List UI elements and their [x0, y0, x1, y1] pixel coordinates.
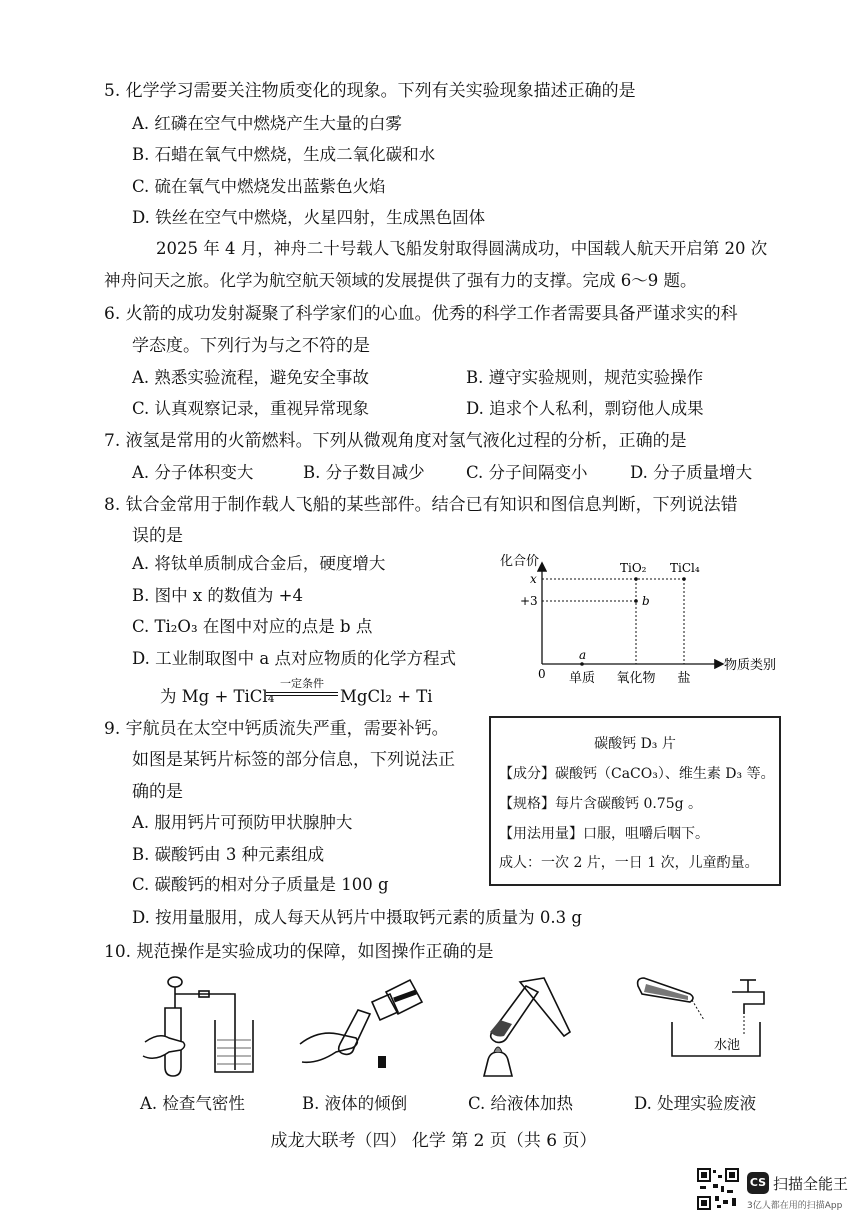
- q6-option-d: D. 追求个人私利，剽窃他人成果: [466, 399, 704, 418]
- q8-equation-arrow: [266, 692, 338, 696]
- calcium-label-title: 碳酸钙 D₃ 片: [594, 736, 676, 752]
- chart-point-0: [580, 662, 584, 666]
- scanner-tagline: 3亿人都在用的扫描App: [747, 1201, 843, 1211]
- calcium-label-line-3: 【用法用量】口服，咀嚼后咽下。: [499, 826, 709, 842]
- scanner-name: 扫描全能王: [773, 1174, 849, 1193]
- chart-xtick-2: 盐: [677, 671, 691, 686]
- q7-option-b: B. 分子数目减少: [303, 463, 425, 482]
- apparatus-liquid-pouring: [298, 972, 428, 1082]
- q8-option-a: A. 将钛单质制成合金后，硬度增大: [132, 554, 386, 573]
- valence-chart: [490, 550, 790, 690]
- q5-option-c: C. 硫在氧气中燃烧发出蓝紫色火焰: [132, 177, 386, 196]
- q9-stem-3: 确的是: [132, 782, 183, 802]
- q5-option-b: B. 石蜡在氧气中燃烧，生成二氧化碳和水: [132, 145, 436, 164]
- chart-point-1: [634, 599, 638, 603]
- chart-ylabel: 化合价: [500, 554, 540, 569]
- chart-point-2: [634, 577, 638, 581]
- q8-equation-right: MgCl₂ + Ti: [340, 687, 433, 706]
- q5-option-d: D. 铁丝在空气中燃烧，火星四射，生成黑色固体: [132, 208, 486, 227]
- chart-point-label-1: b: [642, 594, 650, 608]
- q10-caption-a: A. 检查气密性: [140, 1094, 245, 1113]
- chart-ytick-x: x: [530, 572, 537, 586]
- chart-point-label-0: a: [579, 648, 587, 662]
- chart-xlabel: 物质类别: [724, 658, 777, 673]
- q8-stem-2: 误的是: [132, 526, 183, 546]
- q7-stem: 7. 液氢是常用的火箭燃料。下列从微观角度对氢气液化过程的分析，正确的是: [104, 431, 687, 451]
- q5-stem: 5. 化学学习需要关注物质变化的现象。下列有关实验现象描述正确的是: [104, 81, 636, 101]
- q9-option-a: A. 服用钙片可预防甲状腺肿大: [132, 813, 353, 832]
- q8-option-b: B. 图中 x 的数值为 +4: [132, 586, 303, 605]
- chart-point-label-3: TiCl₄: [670, 561, 700, 575]
- calcium-label-line-1: 【成分】碳酸钙（CaCO₃）、维生素 D₃ 等。: [499, 766, 775, 782]
- q6-stem-1: 6. 火箭的成功发射凝聚了科学家们的心血。优秀的科学工作者需要具备严谨求实的科: [104, 304, 738, 324]
- q6-option-b: B. 遵守实验规则，规范实验操作: [466, 368, 704, 387]
- apparatus-liquid-heating: [462, 972, 582, 1082]
- q8-stem-1: 8. 钛合金常用于制作载人飞船的某些部件。结合已有知识和图信息判断，下列说法错: [104, 495, 738, 515]
- apparatus-airtightness-check: [135, 972, 255, 1082]
- chart-point-3: [682, 577, 686, 581]
- q8-option-d: D. 工业制取图中 a 点对应物质的化学方程式: [132, 649, 456, 668]
- q8-option-c: C. Ti₂O₃ 在图中对应的点是 b 点: [132, 617, 373, 636]
- calcium-label-line-4: 成人：一次 2 片，一日 1 次，儿童酌量。: [499, 855, 759, 871]
- q8-equation-left: 为 Mg + TiCl₄: [160, 687, 275, 706]
- q5-option-a: A. 红磷在空气中燃烧产生大量的白雾: [132, 114, 402, 133]
- q6-stem-2: 学态度。下列行为与之不符的是: [132, 336, 370, 356]
- qr-code-icon: [697, 1168, 739, 1210]
- q10-stem: 10. 规范操作是实验成功的保障，如图操作正确的是: [104, 942, 494, 962]
- q9-stem-1: 9. 宇航员在太空中钙质流失严重，需要补钙。: [104, 719, 449, 739]
- calcium-label-line-2: 【规格】每片含碳酸钙 0.75g 。: [499, 796, 703, 812]
- q9-option-c: C. 碳酸钙的相对分子质量是 100 g: [132, 875, 389, 894]
- scanner-watermark: [747, 1172, 849, 1211]
- context-line-1: 2025 年 4 月，神舟二十号载人飞船发射取得圆满成功，中国载人航天开启第 20 次: [156, 239, 768, 258]
- page-footer: 成龙大联考（四） 化学 第 2 页（共 6 页）: [270, 1131, 597, 1151]
- q7-option-d: D. 分子质量增大: [630, 463, 753, 482]
- sink-label: 水池: [714, 1038, 741, 1053]
- calcium-label-box: [489, 716, 781, 886]
- q10-caption-c: C. 给液体加热: [468, 1094, 574, 1113]
- q6-option-c: C. 认真观察记录，重视异常现象: [132, 399, 370, 418]
- q10-caption-d: D. 处理实验废液: [634, 1094, 757, 1113]
- q9-option-d: D. 按用量服用，成人每天从钙片中摄取钙元素的质量为 0.3 g: [132, 908, 582, 927]
- q7-option-c: C. 分子间隔变小: [466, 463, 588, 482]
- q8-equation-condition: 一定条件: [280, 677, 324, 690]
- chart-xtick-1: 氧化物: [616, 671, 656, 686]
- chart-ytick-plus3: +3: [520, 594, 538, 608]
- q10-caption-b: B. 液体的倾倒: [302, 1094, 408, 1113]
- scanner-logo-icon: CS: [747, 1172, 769, 1194]
- chart-xtick-0: 单质: [569, 671, 596, 686]
- q6-option-a: A. 熟悉实验流程，避免安全事故: [132, 368, 369, 387]
- apparatus-waste-disposal: [632, 972, 782, 1082]
- q9-option-b: B. 碳酸钙由 3 种元素组成: [132, 845, 325, 864]
- q9-stem-2: 如图是某钙片标签的部分信息，下列说法正: [132, 750, 455, 770]
- chart-point-label-2: TiO₂: [620, 561, 647, 575]
- context-line-2: 神舟问天之旅。化学为航空航天领域的发展提供了强有力的支撑。完成 6～9 题。: [104, 271, 697, 290]
- q7-option-a: A. 分子体积变大: [132, 463, 254, 482]
- chart-origin: 0: [538, 667, 546, 681]
